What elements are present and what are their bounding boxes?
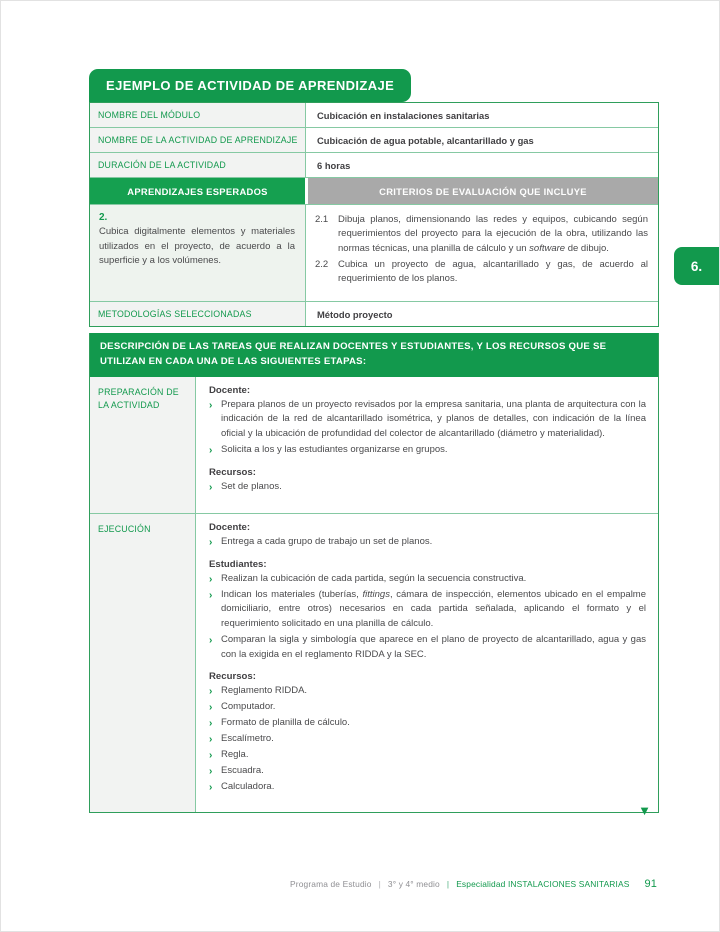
list-item-text: Formato de planilla de cálculo. xyxy=(221,717,350,729)
criterion-item xyxy=(315,213,648,256)
page-content xyxy=(89,69,659,818)
scroll-down-arrow-icon: ▼ xyxy=(638,802,651,818)
list-item xyxy=(209,588,646,632)
methodology-label: METODOLOGÍAS SELECCIONADAS xyxy=(90,302,305,326)
list-item-text: Reglamento RIDDA. xyxy=(221,685,308,697)
module-name-value: Cubicación en instalaciones sanitarias xyxy=(305,103,658,127)
list-item-text: Escuadra. xyxy=(221,765,264,777)
evaluation-criteria-header: CRITERIOS DE EVALUACIÓN QUE INCLUYE xyxy=(305,178,658,204)
description-banner: DESCRIPCIÓN DE LAS TAREAS QUE REALIZAN DOCENTES Y ESTUDIANTES, Y LOS RECURSOS QUE SE UTILIZAN EN CADA UNA DE LAS SIGUIENTES ETAPAS: xyxy=(90,333,658,377)
criterion-text: Cubica un proyecto de agua, alcantarillado y gas, de acuerdo al requerimiento de los planos. xyxy=(338,258,648,284)
group-heading: Recursos: xyxy=(209,671,256,683)
footer-grade: 3° y 4° medio xyxy=(387,879,440,889)
list-item-text: Regla. xyxy=(221,749,249,761)
list-item-text: Indican los materiales (tuberías, fittings, cámara de inspección, elementos ubicado en el empalme domiciliario, entre otros) necesarios en cada partida señalada, aplicando el formato y el requerimiento solicitado en una planilla de cálculo. xyxy=(221,588,646,630)
stage-label: EJECUCIÓN xyxy=(90,514,195,812)
footer-specialty: Especialidad INSTALACIONES SANITARIAS xyxy=(456,879,630,889)
footer-separator: | xyxy=(446,879,450,889)
expected-learning-number: 2. xyxy=(99,212,108,223)
list-item-text: Entrega a cada grupo de trabajo un set de planos. xyxy=(221,535,433,547)
bullet-icon: › xyxy=(209,702,213,714)
stage-row xyxy=(90,377,658,514)
page-footer xyxy=(290,878,657,890)
criterion-item xyxy=(315,258,648,287)
list-item xyxy=(209,398,646,442)
bullet-icon: › xyxy=(209,718,213,730)
list-item-text: Calculadora. xyxy=(221,781,275,793)
duration-value: 6 horas xyxy=(305,153,658,177)
duration-label: DURACIÓN DE LA ACTIVIDAD xyxy=(90,153,305,177)
methodology-value: Método proyecto xyxy=(305,302,658,326)
bullet-icon: › xyxy=(209,686,213,698)
list-item-text: Escalímetro. xyxy=(221,733,274,745)
list-item xyxy=(209,535,646,550)
expected-learning-text: Cubica digitalmente elementos y materiales utilizados en el proyecto, de acuerdo a la superficie y a los volúmenes. xyxy=(99,226,295,267)
section-tab: 6. xyxy=(674,247,719,285)
footer-program: Programa de Estudio xyxy=(290,879,372,889)
criteria-list xyxy=(305,205,658,301)
bullet-icon: › xyxy=(209,589,213,601)
list-item-text: Realizan la cubicación de cada partida, según la secuencia constructiva. xyxy=(221,572,527,584)
stage-body xyxy=(195,377,658,513)
bullet-icon: › xyxy=(209,481,213,493)
table-row-activity-name xyxy=(90,128,658,153)
list-item-text: Prepara planos de un proyecto revisados por la empresa sanitaria, una planta de arquitectura con la indicación de la red de alcantarillado isométrica, y planos de detalles, con indicación de la línea oficial y la ubicación de profundidad del colector de alcantarillado (diámetro y materialidad). xyxy=(221,398,646,440)
activity-name-value: Cubicación de agua potable, alcantarillado y gas xyxy=(305,128,658,152)
page-number: 91 xyxy=(644,878,657,890)
group-heading: Recursos: xyxy=(209,466,256,478)
list-item-text: Computador. xyxy=(221,701,276,713)
list-item xyxy=(209,572,646,587)
list-item xyxy=(209,780,646,795)
activity-info-table xyxy=(89,102,659,327)
table-row-duration xyxy=(90,153,658,178)
list-item xyxy=(209,684,646,699)
list-item xyxy=(209,633,646,662)
stages xyxy=(90,377,658,812)
bullet-icon: › xyxy=(209,444,213,456)
list-item xyxy=(209,716,646,731)
criterion-number: 2.2 xyxy=(315,258,329,270)
bullet-icon: › xyxy=(209,573,213,585)
group-heading: Estudiantes: xyxy=(209,558,267,570)
list-item xyxy=(209,443,646,458)
list-item xyxy=(209,748,646,763)
page-title: EJEMPLO DE ACTIVIDAD DE APRENDIZAJE xyxy=(89,69,411,102)
bullet-icon: › xyxy=(209,766,213,778)
module-name-label: NOMBRE DEL MÓDULO xyxy=(90,103,305,127)
table-row-module-name xyxy=(90,103,658,128)
list-item-text: Set de planos. xyxy=(221,480,282,492)
bullet-icon: › xyxy=(209,536,213,548)
bullet-icon: › xyxy=(209,750,213,762)
expected-learning-cell xyxy=(90,205,305,301)
bullet-icon: › xyxy=(209,734,213,746)
criterion-text: Dibuja planos, dimensionando las redes y equipos, cubicando según requerimientos del proyecto para la ejecución de la obra, utilizando las normas técnicas, una planilla de cálculo y un software de dibujo. xyxy=(338,214,648,254)
bullet-icon: › xyxy=(209,399,213,411)
table-row-methodology xyxy=(90,302,658,326)
activity-name-label: NOMBRE DE LA ACTIVIDAD DE APRENDIZAJE xyxy=(90,128,305,152)
stage-row xyxy=(90,514,658,812)
list-item xyxy=(209,732,646,747)
list-item xyxy=(209,764,646,779)
list-item-text: Comparan la sigla y simbología que aparece en el plano de proyecto de alcantarillado, agua y gas con la exigida en el reglamento RIDDA y la SEC. xyxy=(221,633,646,660)
expected-learning-header: APRENDIZAJES ESPERADOS xyxy=(90,178,305,204)
group-heading: Docente: xyxy=(209,521,251,533)
learning-content-row xyxy=(90,205,658,302)
bullet-icon: › xyxy=(209,782,213,794)
learning-header-row xyxy=(90,178,658,205)
list-item xyxy=(209,700,646,715)
footer-separator: | xyxy=(378,879,381,889)
group-heading: Docente: xyxy=(209,384,251,396)
criterion-number: 2.1 xyxy=(315,214,329,225)
stage-body xyxy=(195,514,658,812)
stage-label: PREPARACIÓN DE LA ACTIVIDAD xyxy=(90,377,195,513)
bullet-icon: › xyxy=(209,634,213,646)
list-item-text: Solicita a los y las estudiantes organizarse en grupos. xyxy=(221,443,448,455)
list-item xyxy=(209,480,646,495)
tasks-description-table xyxy=(89,333,659,818)
